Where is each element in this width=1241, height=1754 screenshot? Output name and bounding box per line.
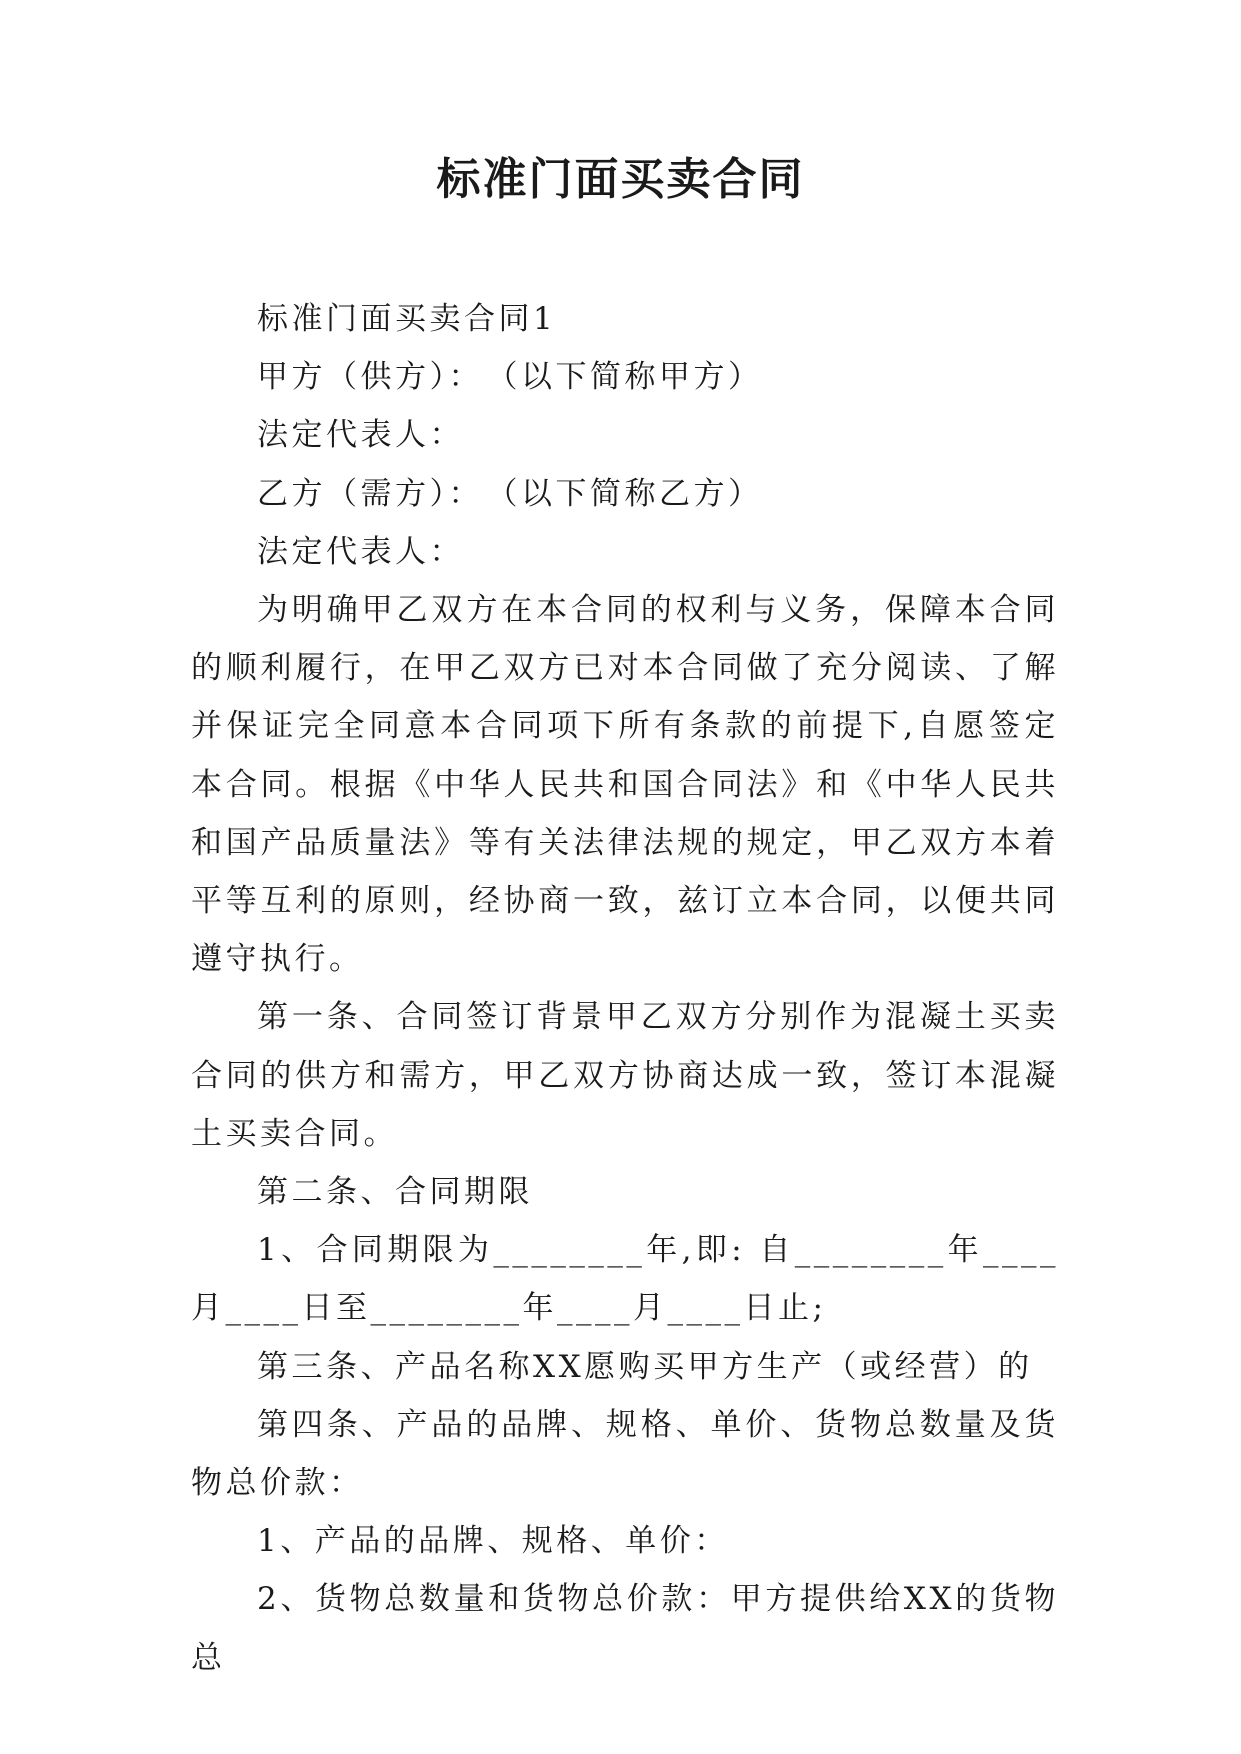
article-3: 第三条、产品名称XX愿购买甲方生产（或经营）的 [257,1348,1033,1385]
article-2-heading: 第二条、合同期限 [257,1174,533,1211]
paragraph-heading: 标准门面买卖合同1 [257,301,557,337]
article-2-term: 1、合同期限为________年,即: 自________年____月____日至________年____月____日止; [191,1232,1059,1327]
document-title: 标准门面买卖合同 [436,154,805,205]
party-b-representative: 法定代表人： [257,533,464,570]
article-1: 第一条、合同签订背景甲乙双方分别作为混凝土买卖合同的供方和需方，甲乙双方协商达成一致，签订本混凝土买卖合同。 [191,999,1059,1152]
article-4-item-2: 2、货物总数量和货物总价款：甲方提供给XX的货物总 [191,1581,1059,1676]
party-a-line: 甲方（供方）： （以下简称甲方） [257,359,763,396]
preamble-paragraph: 为明确甲乙双方在本合同的权利与义务，保障本合同的顺利履行，在甲乙双方已对本合同做了充分阅读、了解并保证完全同意本合同项下所有条款的前提下,自愿签定本合同。根据《中华人民共和国合同法》和《中华人民共和国产品质量法》等有关法律法规的规定，甲乙双方本着平等互利的原则，经协商一致，兹订立本合同，以便共同遵守执行。 [191,592,1059,978]
article-4-item-1: 1、产品的品牌、规格、单价： [257,1523,729,1560]
party-a-representative: 法定代表人： [257,417,464,454]
article-4-heading: 第四条、产品的品牌、规格、单价、货物总数量及货物总价款： [191,1406,1059,1502]
document-body [191,290,1059,1687]
party-b-line: 乙方（需方）： （以下简称乙方） [257,475,763,512]
